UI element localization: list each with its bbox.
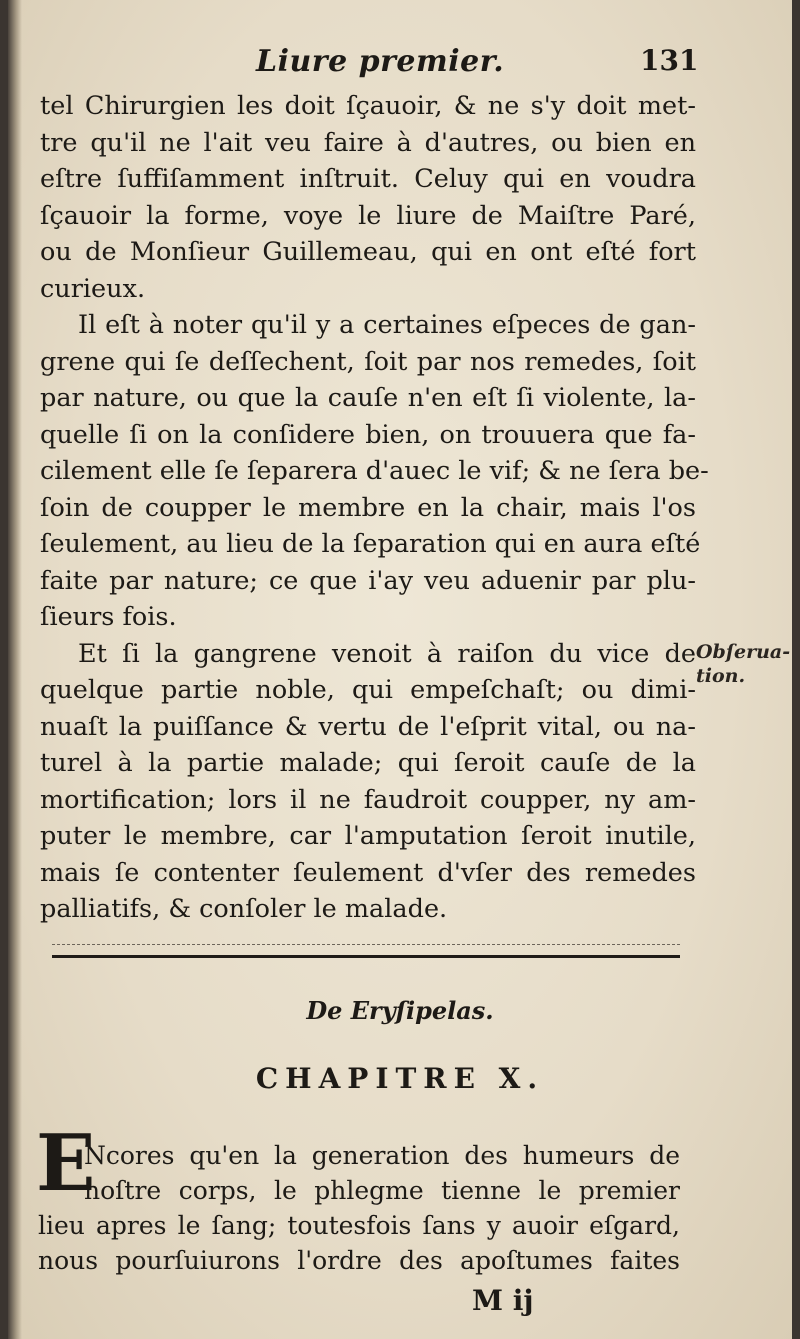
page-binding-shadow — [8, 0, 22, 1339]
text-line: lieu apres le ſang; toutesfois ſans y auoir eſgard, — [38, 1211, 680, 1240]
margin-note — [696, 640, 791, 688]
text-line: tre qu'il ne l'ait veu faire à d'autres, ou bien en — [40, 127, 696, 158]
text-line: Ncores qu'en la generation des humeurs de — [84, 1141, 680, 1170]
margin-note-line: Obſerua- — [696, 641, 791, 663]
paragraph-1 — [40, 88, 696, 307]
text-line: quelle ſi on la conſidere bien, on trouuera que fa- — [40, 419, 696, 450]
page-header — [8, 44, 792, 84]
body-text — [40, 88, 709, 928]
text-line: nuaſt la puiſſance & vertu de l'eſprit vital, ou na- — [40, 711, 696, 742]
text-line: quelque partie noble, qui empeſchaſt; ou dimi- — [40, 675, 696, 705]
text-line: ſieurs fois. — [40, 602, 177, 632]
section-divider-rule — [52, 955, 680, 958]
signature-mark: M ij — [472, 1284, 534, 1317]
section-title: De Eryſipelas. — [306, 996, 494, 1025]
text-line: nous pourſuiurons l'ordre des apoſtumes faites — [38, 1246, 680, 1275]
text-line: turel à la partie malade; qui ſeroit cauſe de la — [40, 748, 696, 778]
text-line: ſeulement, au lieu de la ſeparation qui en aura eſté — [40, 529, 701, 559]
drop-cap: E — [36, 1118, 96, 1209]
text-line: grene qui ſe deſſechent, ſoit par nos remedes, ſoit — [40, 346, 696, 377]
text-line: curieux. — [40, 273, 146, 304]
text-line: par nature, ou que la cauſe n'en eſt ſi violente, la- — [40, 383, 696, 413]
margin-note-line: tion. — [696, 665, 746, 687]
text-line: faite par nature; ce que i'ay veu aduenir par plu- — [40, 565, 696, 596]
text-line: Et ſi la gangrene venoit à raiſon du vice de — [78, 638, 696, 669]
running-title: Liure premier. — [256, 44, 505, 79]
ornamental-dashed-rule — [52, 944, 680, 945]
paragraph-2 — [40, 307, 709, 636]
text-line: Il eſt à noter qu'il y a certaines eſpeces de gan- — [78, 310, 696, 340]
page-number: 131 — [640, 44, 699, 77]
text-line: ſoin de coupper le membre en la chair, mais l'os — [40, 492, 696, 523]
text-line: tel Chirurgien les doit ſçauoir, & ne s'y doit met- — [40, 91, 696, 121]
chapter-text — [38, 1138, 680, 1278]
text-line: mais ſe contenter ſeulement d'vſer des remedes — [40, 857, 696, 888]
book-page — [8, 0, 792, 1339]
chapter-heading: CHAPITRE X. — [255, 1062, 545, 1095]
text-line: eſtre ſuffiſamment inſtruit. Celuy qui en voudra — [40, 164, 696, 194]
text-line: mortification; lors il ne faudroit coupper, ny am- — [40, 784, 696, 815]
text-line: ou de Monſieur Guillemeau, qui en ont eſté fort — [40, 237, 696, 267]
text-line: palliatifs, & conſoler le malade. — [40, 894, 448, 924]
text-line: ſçauoir la forme, voye le liure de Maiſtre Paré, — [40, 200, 696, 231]
text-line: puter le membre, car l'amputation ſeroit inutile, — [40, 821, 696, 851]
text-line: noſtre corps, le phlegme tienne le premier — [84, 1176, 680, 1205]
paragraph-3 — [40, 636, 696, 928]
text-line: cilement elle ſe ſeparera d'auec le vif; & ne ſera be- — [40, 456, 709, 486]
